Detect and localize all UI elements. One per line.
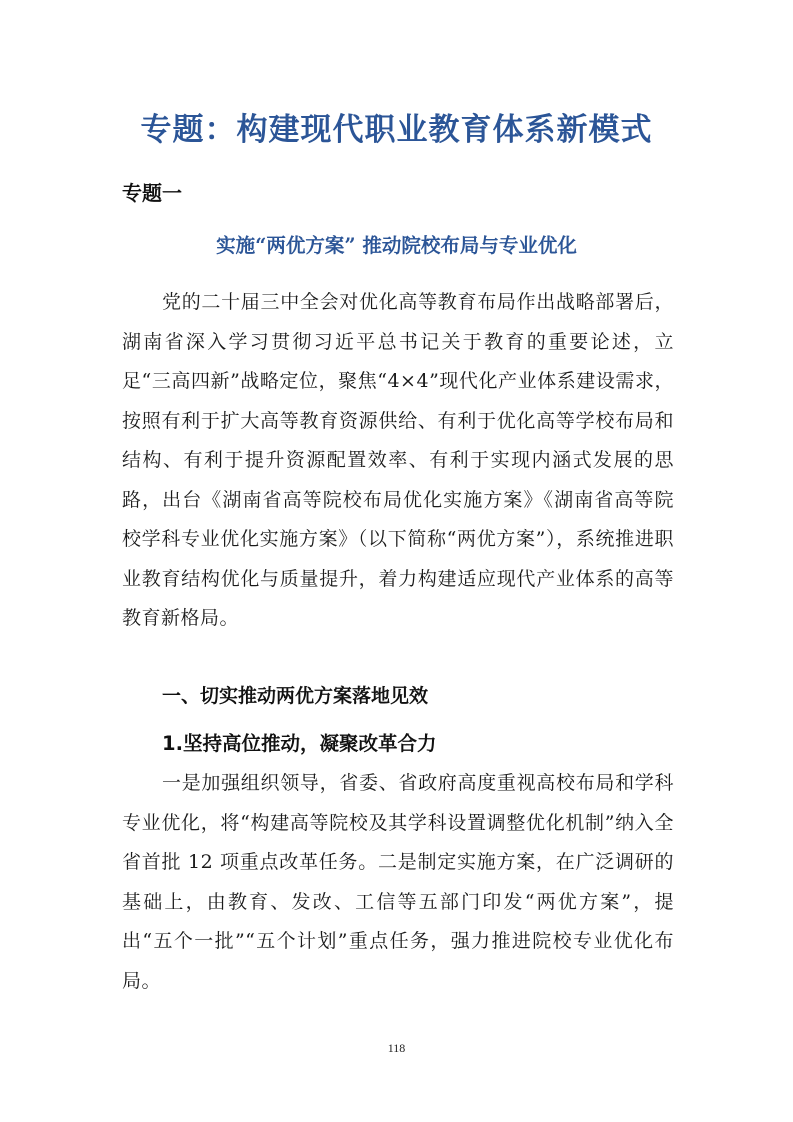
section-subtitle: 实施“两优方案” 推动院校布局与专业优化	[216, 234, 577, 257]
page-number: 118	[387, 1041, 406, 1055]
body-paragraph-2: 一是加强组织领导，省委、省政府高度重视高校布局和学科专业优化，将“构建高等院校及其学科设置调整优化机制”纳入全省首批 12 项重点改革任务。二是制定实施方案，在广泛调研的基础上，由教育、发改、工信等五部门印发“两优方案”，提出“五个一批”“五个计划”重点任务，强力推进院校专业优化布局。	[122, 772, 674, 992]
subsection-heading-1: 1.坚持高位推动，凝聚改革合力	[162, 732, 437, 755]
section-heading-1: 一、切实推动两优方案落地见效	[162, 685, 429, 707]
topic-label: 专题一	[122, 181, 182, 205]
page-title: 专题：构建现代职业教育体系新模式	[140, 112, 653, 148]
intro-paragraph: 党的二十届三中全会对优化高等教育布局作出战略部署后，湖南省深入学习贯彻习近平总书记关于教育的重要论述，立足“三高四新”战略定位，聚焦“4×4”现代化产业体系建设需求，按照有利于扩大高等教育资源供给、有利于优化高等学校布局和结构、有利于提升资源配置效率、有利于实现内涵式发展的思路，出台《湖南省高等院校布局优化实施方案》《湖南省高等院校学科专业优化实施方案》（以下简称“两优方案”），系统推进职业教育结构优化与质量提升，着力构建适应现代产业体系的高等教育新格局。	[122, 291, 674, 629]
